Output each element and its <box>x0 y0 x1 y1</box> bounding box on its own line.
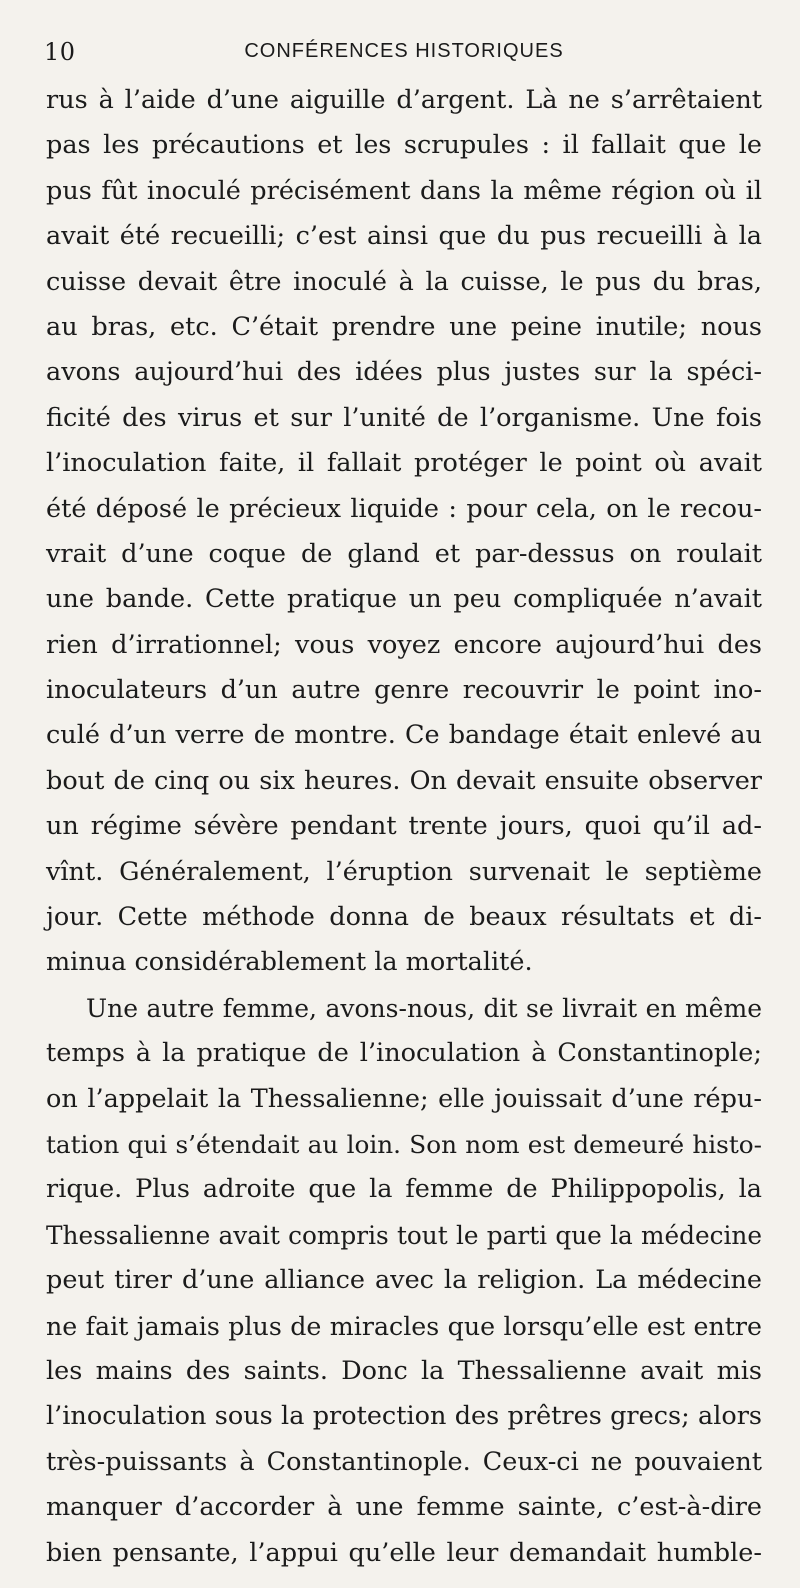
text-line: tation qui s’étendait au loin. Son nom est demeuré histo- <box>46 1129 762 1159</box>
text-line: l’inoculation sous la protection des prêtres grecs; alors <box>46 1401 762 1432</box>
body-text <box>46 78 762 1576</box>
text-line: ficité des virus et sur l’unité de l’organisme. Une fois <box>46 402 762 433</box>
text-line: bout de cinq ou six heures. On devait ensuite observer <box>46 765 762 796</box>
text-line: l’inoculation faite, il fallait protéger le point où avait <box>46 448 762 479</box>
page-number: 10 <box>44 38 76 66</box>
text-line: rien d’irrationnel; vous voyez encore aujourd’hui des <box>46 629 762 660</box>
text-line: rique. Plus adroite que la femme de Philippopolis, la <box>46 1174 762 1205</box>
text-line: on l’appelait la Thessalienne; elle jouissait d’une répu- <box>46 1083 762 1114</box>
text-line: jour. Cette méthode donna de beaux résultats et di- <box>46 902 762 933</box>
text-line: une bande. Cette pratique un peu compliquée n’avait <box>46 584 762 615</box>
text-line: bien pensante, l’appui qu’elle leur demandait humble- <box>46 1537 762 1568</box>
text-line: pus fût inoculé précisément dans la même région où il <box>46 175 762 206</box>
page-header <box>44 36 764 66</box>
text-line: Thessalienne avait compris tout le parti que la médecine <box>46 1220 762 1250</box>
text-line: manquer d’accorder à une femme sainte, c’est-à-dire <box>46 1492 762 1523</box>
text-line: au bras, etc. C’était prendre une peine inutile; nous <box>46 311 762 342</box>
text-line: culé d’un verre de montre. Ce bandage était enlevé au <box>46 720 762 751</box>
text-line: vînt. Généralement, l’éruption survenait le septième <box>46 856 762 887</box>
text-line: les mains des saints. Donc la Thessalienne avait mis <box>46 1355 762 1386</box>
text-line: avait été recueilli; c’est ainsi que du pus recueilli à la <box>46 221 762 252</box>
text-line: un régime sévère pendant trente jours, quoi qu’il ad- <box>46 811 762 842</box>
text-line: ne fait jamais plus de miracles que lorsqu’elle est entre <box>46 1311 762 1341</box>
text-line: pas les précautions et les scrupules : il fallait que le <box>46 130 762 161</box>
paragraph-last-line: minua considérablement la mortalité. <box>46 947 533 978</box>
running-title: CONFÉRENCES HISTORIQUES <box>244 40 564 62</box>
text-line: inoculateurs d’un autre genre recouvrir le point ino- <box>46 675 762 706</box>
text-line: vrait d’une coque de gland et par-dessus on roulait <box>46 538 762 569</box>
text-line: été déposé le précieux liquide : pour cela, on le recou- <box>46 493 762 524</box>
text-line: rus à l’aide d’une aiguille d’argent. Là ne s’arrêtaient <box>46 85 762 115</box>
text-line: très-puissants à Constantinople. Ceux-ci ne pouvaient <box>46 1446 762 1477</box>
paragraph-first-line: Une autre femme, avons-nous, dit se livrait en même <box>86 993 762 1023</box>
text-line: avons aujourd’hui des idées plus justes sur la spéci- <box>46 357 762 388</box>
text-line: peut tirer d’une alliance avec la religion. La médecine <box>46 1265 762 1296</box>
text-line: cuisse devait être inoculé à la cuisse, le pus du bras, <box>46 266 762 297</box>
text-line: temps à la pratique de l’inoculation à Constantinople; <box>46 1038 762 1069</box>
